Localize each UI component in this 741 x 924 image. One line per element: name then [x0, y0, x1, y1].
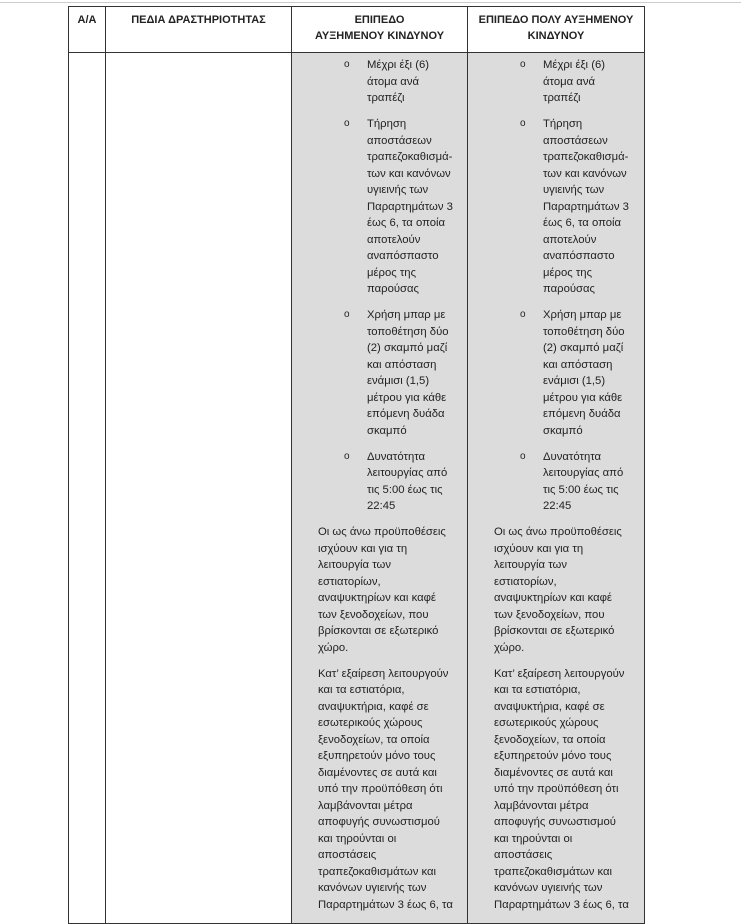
- circle-bullet-icon: o: [520, 309, 526, 320]
- item-text-line: και απόσταση: [543, 358, 613, 371]
- item-text-line: τις 5:00 έως τις: [367, 483, 443, 496]
- item-text-line: χώρο.: [318, 641, 349, 654]
- item-text-line: παρούσας: [367, 283, 419, 295]
- item-text-line: χώρο.: [494, 641, 525, 654]
- item-text-line: αποτελούν: [543, 233, 597, 246]
- item-text-line: Μέχρι έξι (6): [367, 59, 430, 71]
- item-text-line: τραπέζι: [367, 92, 405, 104]
- item-text-line: σκαμπό: [543, 424, 583, 437]
- item-text-line: κανόνων υγιεινής των: [318, 882, 427, 894]
- item-text-line: παρούσας: [543, 283, 595, 295]
- item-text-line: άτομα ανά: [543, 75, 596, 88]
- item-text-line: 22:45: [543, 500, 572, 512]
- item-text-line: και απόσταση: [367, 358, 437, 371]
- sub-bullet-item: [468, 116, 644, 298]
- sub-bullet-item: [468, 57, 644, 107]
- item-text-line: αποστάσεων: [543, 134, 608, 147]
- item-text-line: υπό την προϋπόθεση ότι: [494, 783, 619, 795]
- item-text-line: ισχύουν και για τη: [318, 542, 408, 555]
- item-text-line: των ξενοδοχείων, που: [318, 608, 429, 621]
- sub-bullet-item: [468, 307, 644, 439]
- sub-bullet-item: [292, 116, 467, 298]
- item-text-line: ισχύουν και για τη: [494, 542, 584, 555]
- header-line: ΑΥΞΗΜΕΝΟΥ ΚΙΝΔΥΝΟΥ: [314, 30, 445, 42]
- circle-bullet-icon: o: [520, 118, 526, 129]
- item-text-line: υγιεινής των: [367, 184, 429, 196]
- item-text-line: τοποθέτηση δύο: [367, 325, 449, 338]
- item-text-line: αποφυγής συνωστισμού: [494, 816, 616, 828]
- item-text-line: και τηρούνται οι: [318, 832, 397, 845]
- item-text-line: ενάμισι (1,5): [367, 375, 430, 387]
- circle-bullet-icon: o: [520, 59, 526, 70]
- item-text-line: έως 6, τα οποία: [543, 217, 622, 229]
- item-text-line: λειτουργία των: [318, 559, 391, 571]
- header-aa: Α/Α: [69, 7, 106, 53]
- table-row: [69, 53, 645, 924]
- circle-bullet-icon: o: [344, 309, 350, 320]
- item-text-line: τραπεζοκαθισμάτων και: [318, 865, 437, 878]
- item-text-line: 22:45: [367, 500, 396, 512]
- item-text-line: Τήρηση: [543, 118, 583, 130]
- item-text-line: λειτουργίας από: [543, 467, 624, 479]
- item-text-line: Δυνατότητα: [543, 450, 602, 463]
- cell-aa: [69, 53, 106, 924]
- item-text-line: των και κανόνων: [367, 167, 451, 180]
- item-text-line: αναπόσπαστο: [367, 250, 439, 262]
- item-text-line: εσωτερικούς χώρους: [318, 717, 423, 729]
- circle-bullet-icon: o: [344, 59, 350, 70]
- item-text-line: εσωτερικούς χώρους: [494, 717, 599, 729]
- item-text-line: κανόνων υγιεινής των: [494, 882, 603, 894]
- item-text-line: των ξενοδοχείων, που: [494, 608, 605, 621]
- bullet-item: [292, 666, 467, 914]
- item-text-line: τοποθέτηση δύο: [543, 325, 625, 338]
- item-text-line: αναψυκτήρια, καφέ σε: [318, 700, 429, 713]
- sub-bullet-item: [292, 307, 467, 439]
- item-text-line: αποστάσεων: [367, 134, 432, 147]
- item-text-line: Τήρηση: [367, 118, 407, 130]
- header-activity-fields: ΠΕΔΙΑ ΔΡΑΣΤΗΡΙΟΤΗΤΑΣ: [106, 7, 292, 53]
- item-text-line: Οι ως άνω προϋποθέσεις: [494, 526, 622, 538]
- item-text-line: βρίσκονται σε εξωτερικό: [494, 625, 615, 637]
- item-text-line: διαμένοντες σε αυτά και: [318, 766, 437, 779]
- item-text-line: εξυπηρετούν μόνο τους: [318, 750, 436, 762]
- item-text-line: (2) σκαμπό μαζί: [543, 342, 624, 354]
- measures-table: [68, 6, 645, 924]
- item-text-line: μέτρου για κάθε: [367, 391, 447, 404]
- item-text-line: και τηρούνται οι: [494, 832, 573, 845]
- item-text-line: επόμενη δυάδα: [367, 408, 445, 420]
- item-text-line: μέρος της: [367, 266, 417, 279]
- item-text-line: σκαμπό: [367, 424, 407, 437]
- bullet-item: [468, 524, 644, 656]
- item-text-line: λειτουργία των: [494, 559, 567, 571]
- item-text-line: υγιεινής των: [543, 184, 605, 196]
- item-text-line: επόμενη δυάδα: [543, 408, 621, 420]
- item-text-line: άτομα ανά: [367, 75, 420, 88]
- item-text-line: αναψυκτήρια, καφέ σε: [494, 700, 605, 713]
- cell-activity-field: [106, 53, 292, 924]
- item-text-line: Κατ’ εξαίρεση λειτουργούν: [318, 667, 449, 680]
- item-text-line: Χρήση μπαρ με: [543, 309, 622, 321]
- item-text-line: λειτουργίας από: [367, 467, 448, 479]
- bullet-item: [292, 524, 467, 656]
- header-line: ΕΠΙΠΕΔΟ: [354, 14, 405, 26]
- item-text-line: βρίσκονται σε εξωτερικό: [318, 625, 439, 637]
- item-text-line: αποστάσεις: [494, 849, 553, 861]
- item-text-line: Χρήση μπαρ με: [367, 309, 446, 321]
- item-text-line: Παραρτημάτων 3 έως 6, τα: [318, 898, 453, 911]
- item-text-line: Οι ως άνω προϋποθέσεις: [318, 526, 446, 538]
- item-text-line: Δυνατότητα: [367, 450, 426, 463]
- item-text-line: και τα εστιατόρια,: [494, 684, 581, 696]
- page-top-divider: [0, 2, 741, 3]
- item-text-line: τραπέζι: [543, 92, 581, 104]
- item-text-line: αποφυγής συνωστισμού: [318, 816, 440, 828]
- item-text-line: τραπεζοκαθισμάτων και: [494, 865, 613, 878]
- item-text-line: λαμβάνονται μέτρα: [318, 799, 413, 812]
- item-text-line: μέρος της: [543, 266, 593, 279]
- item-text-line: εστιατορίων,: [494, 575, 557, 588]
- item-text-line: ενάμισι (1,5): [543, 375, 606, 387]
- circle-bullet-icon: o: [344, 118, 350, 129]
- item-text-line: ξενοδοχείων, τα οποία: [494, 733, 606, 746]
- item-text-line: Παραρτημάτων 3 έως 6, τα: [494, 898, 629, 911]
- item-text-line: ξενοδοχείων, τα οποία: [318, 733, 430, 746]
- circle-bullet-icon: o: [344, 450, 350, 462]
- item-text-line: Παραρτημάτων 3: [543, 200, 629, 213]
- table-header-row: [69, 7, 645, 53]
- item-text-line: αναψυκτηρίων και καφέ: [318, 592, 436, 604]
- item-text-line: και τα εστιατόρια,: [318, 684, 405, 696]
- item-text-line: αναψυκτηρίων και καφέ: [494, 592, 612, 604]
- sub-bullet-item: [468, 449, 644, 515]
- header-increased-risk: [292, 7, 468, 53]
- item-text-line: αποστάσεις: [318, 849, 377, 861]
- item-text-line: τις 5:00 έως τις: [543, 483, 619, 496]
- item-text-line: έως 6, τα οποία: [367, 217, 446, 229]
- item-text-line: Κατ’ εξαίρεση λειτουργούν: [494, 667, 625, 680]
- cell-very-increased-risk: [468, 53, 645, 924]
- circle-bullet-icon: o: [520, 450, 526, 462]
- sub-bullet-item: [292, 449, 467, 515]
- item-text-line: αποτελούν: [367, 233, 421, 246]
- item-text-line: εξυπηρετούν μόνο τους: [494, 750, 612, 762]
- item-text-line: εστιατορίων,: [318, 575, 381, 588]
- header-line: ΚΙΝΔΥΝΟΥ: [527, 30, 585, 42]
- item-text-line: αναπόσπαστο: [543, 250, 615, 262]
- item-text-line: υπό την προϋπόθεση ότι: [318, 783, 443, 795]
- item-text-line: των και κανόνων: [543, 167, 627, 180]
- bullet-item: [468, 666, 644, 914]
- item-text-line: Παραρτημάτων 3: [367, 200, 453, 213]
- item-text-line: μέτρου για κάθε: [543, 391, 623, 404]
- item-text-line: (2) σκαμπό μαζί: [367, 342, 448, 354]
- sub-bullet-item: [292, 57, 467, 107]
- item-text-line: λαμβάνονται μέτρα: [494, 799, 589, 812]
- header-line: ΕΠΙΠΕΔΟ ΠΟΛΥ ΑΥΞΗΜΕΝΟΥ: [478, 14, 634, 26]
- item-text-line: τραπεζοκαθισμά-: [543, 151, 629, 163]
- item-text-line: Μέχρι έξι (6): [543, 59, 606, 71]
- cell-increased-risk: [292, 53, 468, 924]
- item-text-line: διαμένοντες σε αυτά και: [494, 766, 613, 779]
- header-very-increased-risk: [468, 7, 645, 53]
- item-text-line: τραπεζοκαθισμά-: [367, 151, 453, 163]
